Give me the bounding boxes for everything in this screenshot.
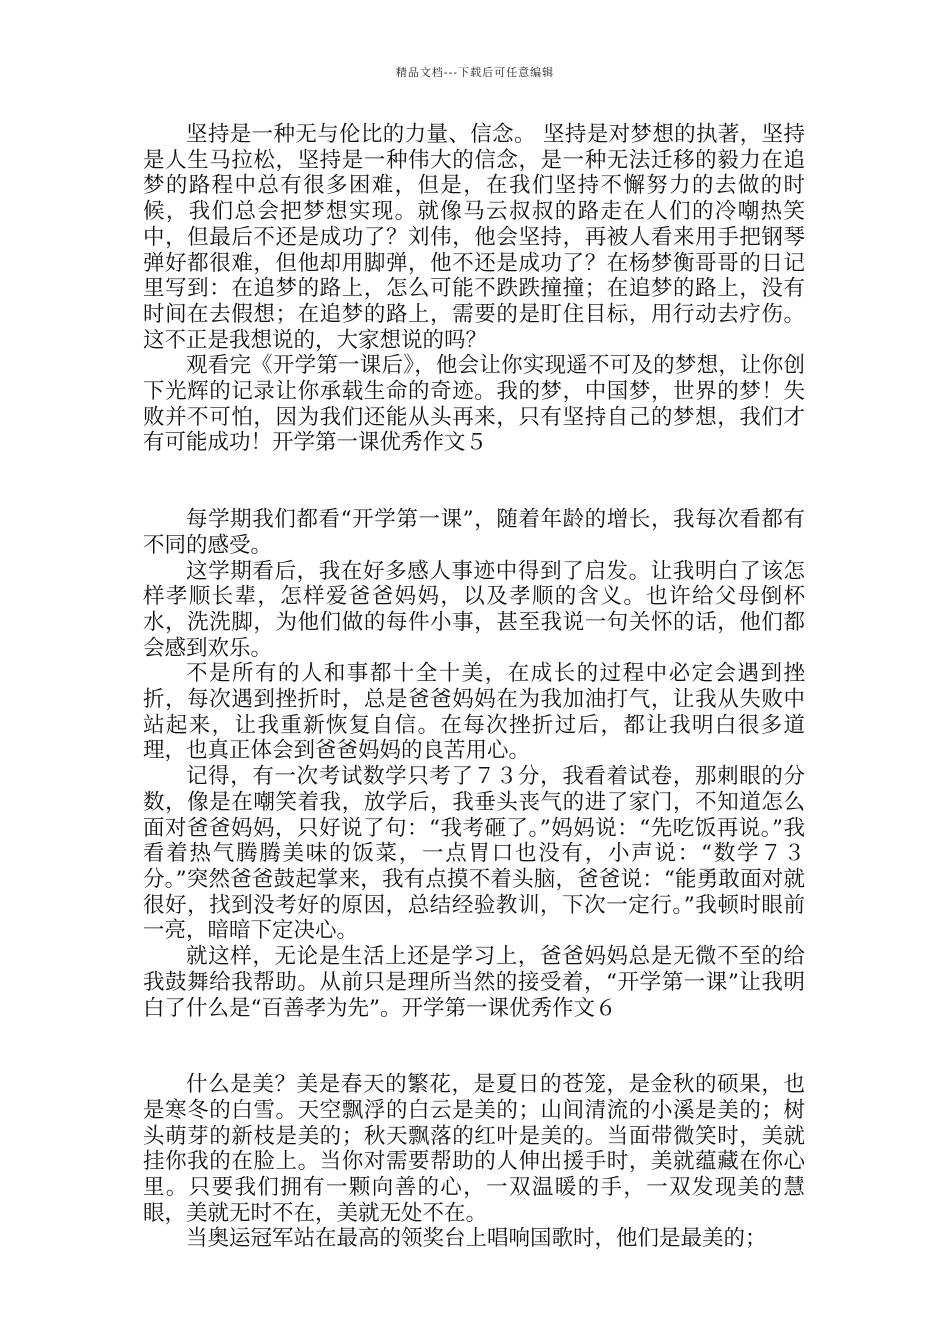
paragraph: 就这样，无论是生活上还是学习上，爸爸妈妈总是无微不至的给我鼓舞给我帮助。从前只是理所当然的接受着，“开学第一课”让我明白了什么是“百善孝为先”。开学第一课优秀作文６ [143,944,805,1021]
section-spacer [143,1021,805,1072]
paragraph: 坚持是一种无与伦比的力量、信念。 坚持是对梦想的执著，坚持是人生马拉松，坚持是一种伟大的信念，是一种无法迁移的毅力在追梦的路程中总有很多困难，但是，在我们坚持不懈努力的去做的时候，我们总会把梦想实现。就像马云叔叔的路走在人们的冷嘲热笑中，但最后不还是成功了？刘伟，他会坚持，再被人看来用手把钢琴弹好都很难，但他却用脚弹，他不还是成功了？在杨梦衡哥哥的日记里写到：在追梦的路上，怎么可能不跌跌撞撞；在追梦的路上，没有时间在去假想；在追梦的路上，需要的是盯住目标，用行动去疗伤。这不正是我想说的，大家想说的吗？ [143,122,805,353]
paragraph: 什么是美？美是春天的繁花，是夏日的苍笼，是金秋的硕果，也是寒冬的白雪。天空飘浮的白云是美的；山间清流的小溪是美的；树头萌芽的新枝是美的；秋天飘落的红叶是美的。当面带微笑时，美就挂你我的在脸上。当你对需要帮助的人伸出援手时，美就蕴藏在你心里。只要我们拥有一颗向善的心，一双温暖的手，一双发现美的慧眼，美就无时不在，美就无处不在。 [143,1072,805,1226]
paragraph: 当奥运冠军站在最高的领奖台上唱响国歌时，他们是最美的； [186,1226,767,1252]
document-body [143,122,805,1252]
essay-section-2 [143,507,805,1021]
page-header: 精品文档---下载后可任意编辑 [395,66,555,79]
paragraph: 这学期看后，我在好多感人事迹中得到了启发。让我明白了该怎样孝顺长辈，怎样爱爸爸妈妈，以及孝顺的含义。也许给父母倒杯水，洗洗脚，为他们做的每件小事，甚至我说一句关怀的话，他们都会感到欢乐。 [143,558,805,661]
section-spacer [143,456,805,507]
paragraph: 每学期我们都看“开学第一课”，随着年龄的增长，我每次看都有不同的感受。 [143,507,805,558]
essay-section-1 [143,122,805,456]
paragraph: 记得，有一次考试数学只考了７３分，我看着试卷，那刺眼的分数，像是在嘲笑着我，放学后，我垂头丧气的进了家门，不知道怎么面对爸爸妈妈，只好说了句：“我考砸了。”妈妈说：“先吃饭再说。”我看着热气腾腾美味的饭菜，一点胃口也没有，小声说：“数学７３分。”突然爸爸鼓起掌来，我有点摸不着头脑，爸爸说：“能勇敢面对就很好，找到没考好的原因，总结经验教训，下次一定行。”我顿时眼前一亮，暗暗下定决心。 [143,764,805,944]
paragraph: 观看完《开学第一课后》，他会让你实现遥不可及的梦想，让你创下光辉的记录让你承载生命的奇迹。我的梦，中国梦，世界的梦！失败并不可怕，因为我们还能从头再来，只有坚持自己的梦想，我们才有可能成功！开学第一课优秀作文５ [143,353,805,456]
paragraph: 不是所有的人和事都十全十美，在成长的过程中必定会遇到挫折，每次遇到挫折时，总是爸爸妈妈在为我加油打气，让我从失败中站起来，让我重新恢复自信。在每次挫折过后，都让我明白很多道理，也真正体会到爸爸妈妈的良苦用心。 [143,661,805,764]
essay-section-3 [143,1072,805,1252]
